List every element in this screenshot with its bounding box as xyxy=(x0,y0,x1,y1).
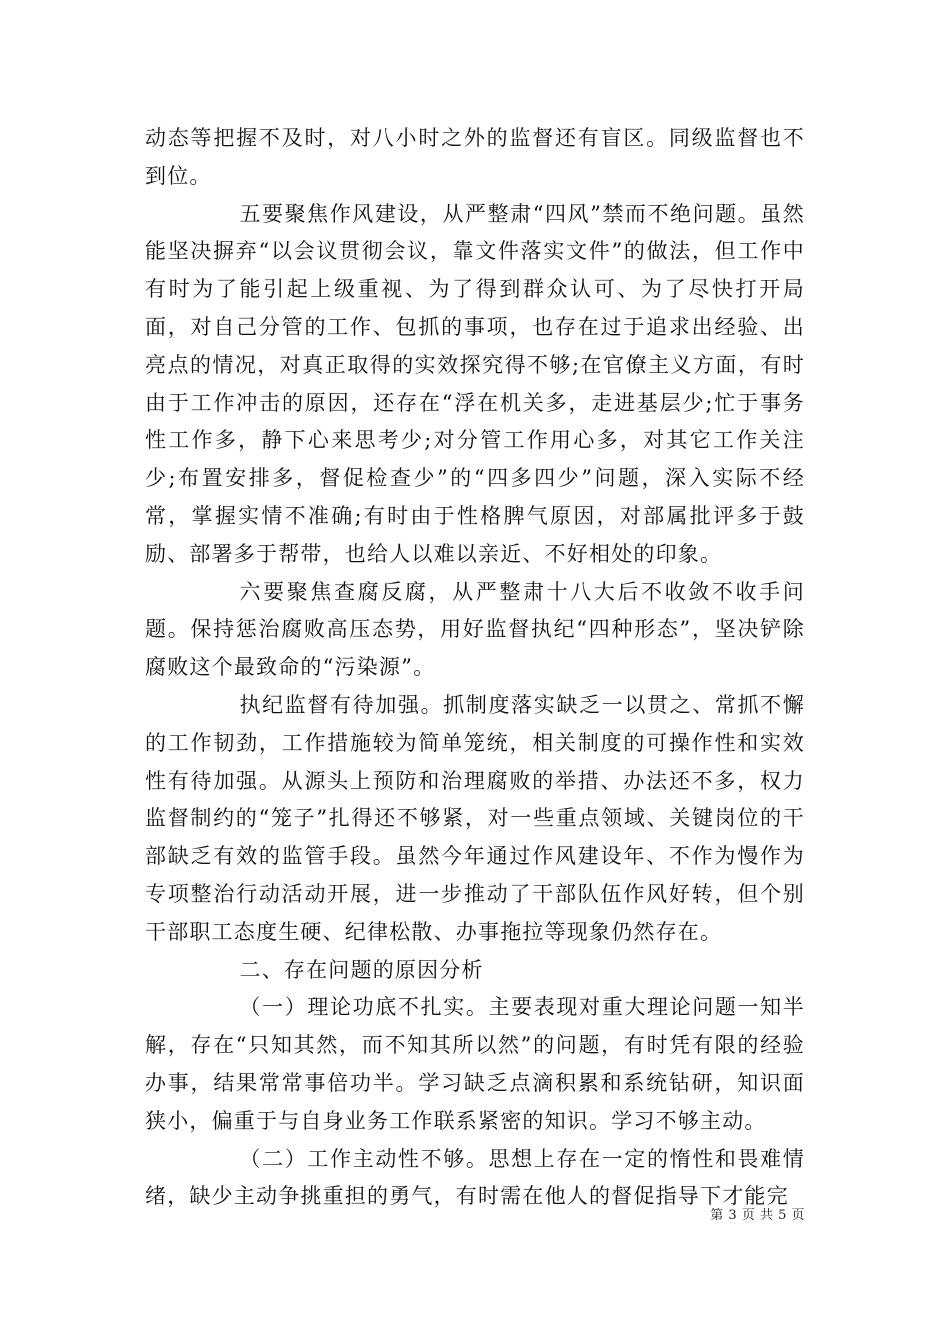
page-number: 第 3 页 共 5 页 xyxy=(710,1208,805,1223)
section-heading-cause-analysis: 二、存在问题的原因分析 xyxy=(239,957,484,982)
paragraph-discipline-supervision: 执纪监督有待加强。抓制度落实缺乏一以贯之、常抓不懈的工作韧劲，工作措施较为简单笼统，相关制度的可操作性和实效性有待加强。从源头上预防和治理腐败的举措、办法还不多，权力监督制约的“笼子”扎得还不够紧，对一些重点领域、关键岗位的干部缺乏有效的监管手段。虽然今年通过作风建设年、不作为慢作为专项整治行动活动开展，进一步推动了干部队伍作风好转，但个别干部职工态度生硬、纪律松散、办事拖拉等现象仍然存在。 xyxy=(145,692,805,944)
paragraph-focus-work-style: 五要聚焦作风建设，从严整肃“四风”禁而不绝问题。虽然能坚决摒弃“以会议贯彻会议，靠文件落实文件”的做法，但工作中有时为了能引起上级重视、为了得到群众认可、为了尽快打开局面，对自己分管的工作、包抓的事项，也存在过于追求出经验、出亮点的情况，对真正取得的实效探究得不够;在官僚主义方面，有时由于工作冲击的原因，还存在“浮在机关多，走进基层少;忙于事务性工作多，静下心来思考少;对分管工作用心多，对其它工作关注少;布置安排多，督促检查少”的“四多四少”问题，深入实际不经常，掌握实情不准确;有时由于性格脾气原因，对部属批评多于鼓励、部署多于帮带，也给人以难以亲近、不好相处的印象。 xyxy=(145,201,805,566)
paragraph-focus-anti-corruption: 六要聚焦查腐反腐，从严整肃十八大后不收敛不收手问题。保持惩治腐败高压态势，用好监督执纪“四种形态”，坚决铲除腐败这个最致命的“污染源”。 xyxy=(145,579,805,680)
paragraph-continuation: 动态等把握不及时，对八小时之外的监督还有盲区。同级监督也不到位。 xyxy=(145,126,805,188)
document-body xyxy=(145,120,805,1216)
paragraph-reason-initiative: （二）工作主动性不够。思想上存在一定的惰性和畏难情绪，缺少主动争挑重担的勇气，有时需在他人的督促指导下才能完 xyxy=(145,1146,805,1209)
paragraph-reason-theory: （一）理论功底不扎实。主要表现对重大理论问题一知半解，存在“只知其然，而不知其所以然”的问题，有时凭有限的经验办事，结果常常事倍功半。学习缺乏点滴积累和系统钻研，知识面狭小，偏重于与自身业务工作联系紧密的知识。学习不够主动。 xyxy=(145,995,805,1133)
